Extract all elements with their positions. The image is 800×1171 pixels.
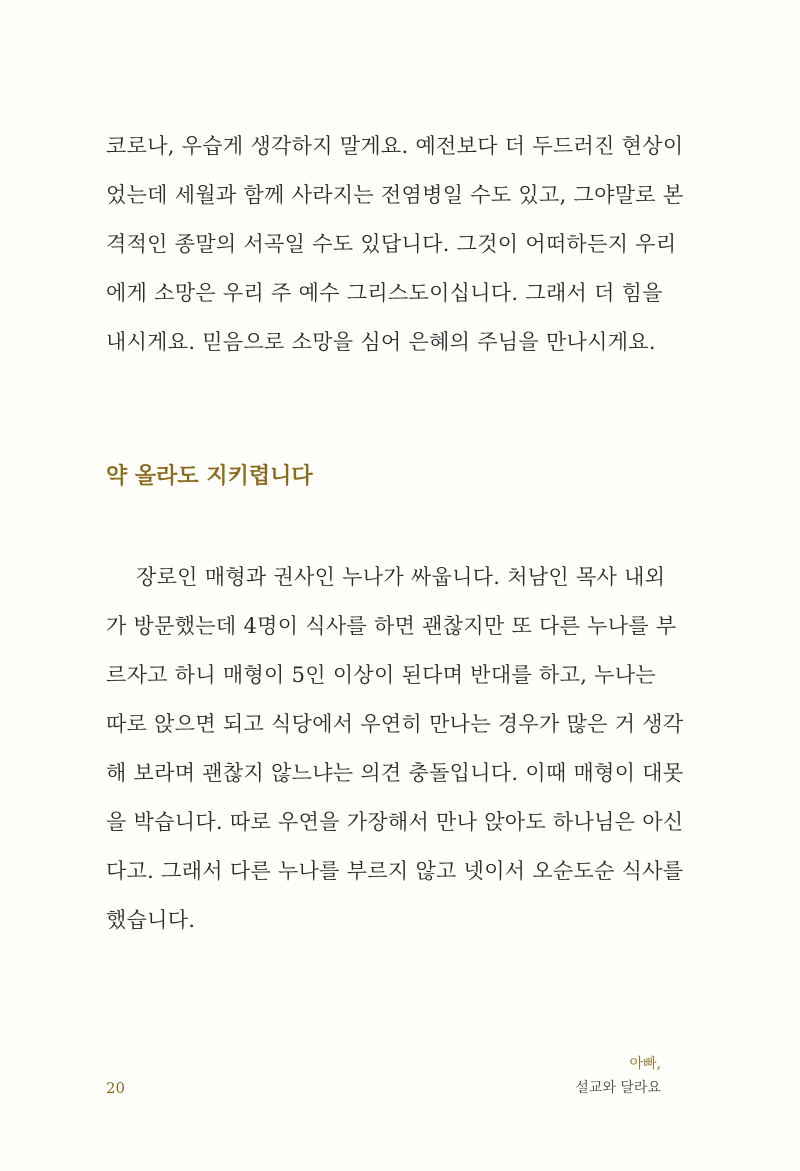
paragraph-family-dispute [106,553,684,945]
page-number: 20 [106,1079,126,1097]
paragraph-line: 었는데 세월과 함께 사라지는 전염병일 수도 있고, 그야말로 본 [106,183,684,207]
paragraph-line: 따로 앉으면 되고 식당에서 우연히 만나는 경우가 많은 거 생각 [106,712,684,736]
paragraph-line: 격적인 종말의 서곡일 수도 있답니다. 그것이 어떠하든지 우리 [106,232,677,256]
running-title-line1: 아빠, [629,1056,661,1072]
paragraph-line: 코로나, 우습게 생각하지 말게요. 예전보다 더 두드러진 현상이 [106,134,684,158]
paragraph-line: 다고. 그래서 다른 누나를 부르지 않고 넷이서 오순도순 식사를 [106,859,684,883]
paragraph-line: 르자고 하니 매형이 5인 이상이 된다며 반대를 하고, 누나는 [106,663,656,687]
paragraph-line: 해 보라며 괜찮지 않느냐는 의견 충돌입니다. 이때 매형이 대못 [106,761,684,785]
paragraph-line: 에게 소망은 우리 주 예수 그리스도이십니다. 그래서 더 힘을 [106,281,663,305]
paragraph-line: 했습니다. [106,908,196,932]
section-heading: 약 올라도 지키렵니다 [106,464,313,489]
paragraph-line: 을 박습니다. 따로 우연을 가장해서 만나 앉아도 하나님은 아신 [106,810,684,834]
paragraph-line: 내시게요. 믿음으로 소망을 심어 은혜의 주님을 만나시게요. [106,330,656,354]
running-title [575,1052,661,1100]
paragraph-line: 가 방문했는데 4명이 식사를 하면 괜찮지만 또 다른 누나를 부 [106,614,677,638]
paragraph-line: 장로인 매형과 권사인 누나가 싸웁니다. 처남인 목사 내외 [136,565,666,589]
running-title-line2: 설교와 달라요 [575,1080,661,1096]
paragraph-corona [106,122,684,367]
